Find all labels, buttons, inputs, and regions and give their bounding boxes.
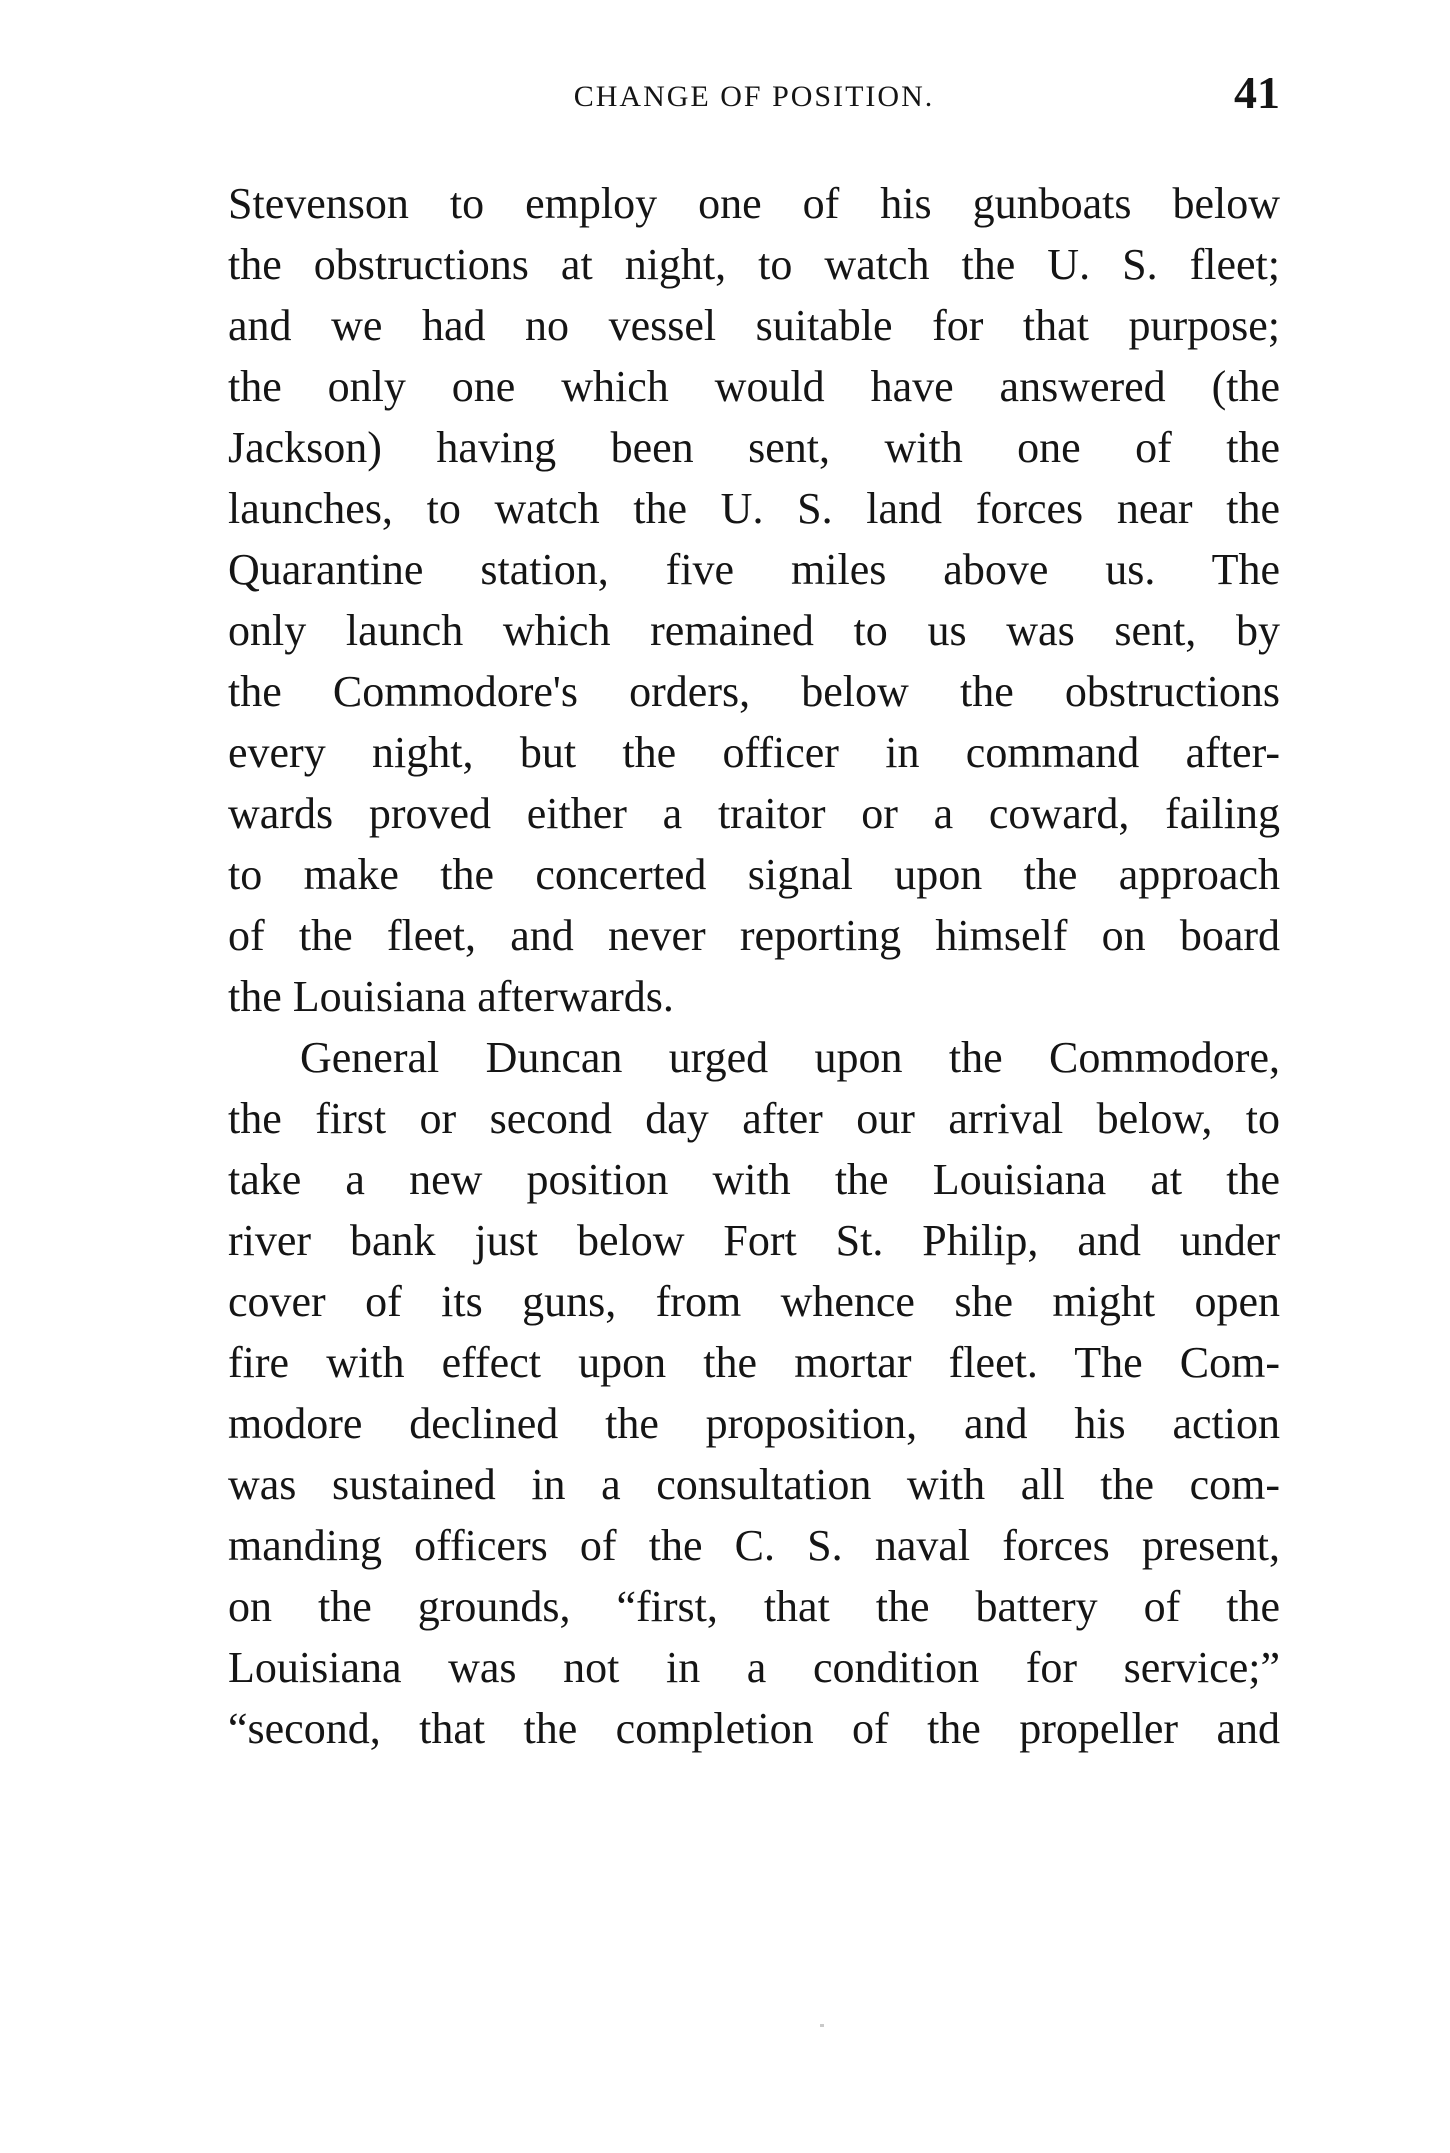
text-line: launches, to watch the U. S. land forces near the [228,484,1280,533]
text-line: the Commodore's orders, below the obstructions [228,667,1280,716]
text-line: the Louisiana afterwards. [228,972,674,1021]
text-line: the obstructions at night, to watch the U. S. fleet; [228,240,1280,289]
text-line: on the grounds, “first, that the battery of the [228,1582,1280,1631]
running-head [228,62,1280,122]
text-line: Jackson) having been sent, with one of the [228,423,1280,472]
text-line: river bank just below Fort St. Philip, and under [228,1216,1280,1265]
text-line: Quarantine station, five miles above us. The [228,545,1280,594]
text-line: the first or second day after our arrival below, to [228,1094,1280,1143]
text-line: “second, that the completion of the propeller and [228,1704,1280,1753]
text-line: fire with effect upon the mortar fleet. The Com- [228,1338,1280,1387]
text-line: to make the concerted signal upon the approach [228,850,1280,899]
paper-speck [820,2024,824,2027]
text-line: was sustained in a consultation with all the com- [228,1460,1280,1509]
text-line: wards proved either a traitor or a coward, failing [228,789,1280,838]
text-line: only launch which remained to us was sent, by [228,606,1280,655]
text-line: manding officers of the C. S. naval forces present, [228,1521,1280,1570]
text-line: and we had no vessel suitable for that purpose; [228,301,1280,350]
text-line: the only one which would have answered (the [228,362,1280,411]
text-line: of the fleet, and never reporting himself on board [228,911,1280,960]
text-line: cover of its guns, from whence she might open [228,1277,1280,1326]
text-line: Stevenson to employ one of his gunboats below [228,179,1280,228]
text-line: take a new position with the Louisiana at the [228,1155,1280,1204]
text-line: every night, but the officer in command after- [228,728,1280,777]
running-title: CHANGE OF POSITION. [573,80,935,113]
page-number: 41 [1234,67,1280,118]
text-line: modore declined the proposition, and his action [228,1399,1280,1448]
text-line: General Duncan urged upon the Commodore, [300,1033,1280,1082]
text-line: Louisiana was not in a condition for service;” [228,1643,1280,1692]
